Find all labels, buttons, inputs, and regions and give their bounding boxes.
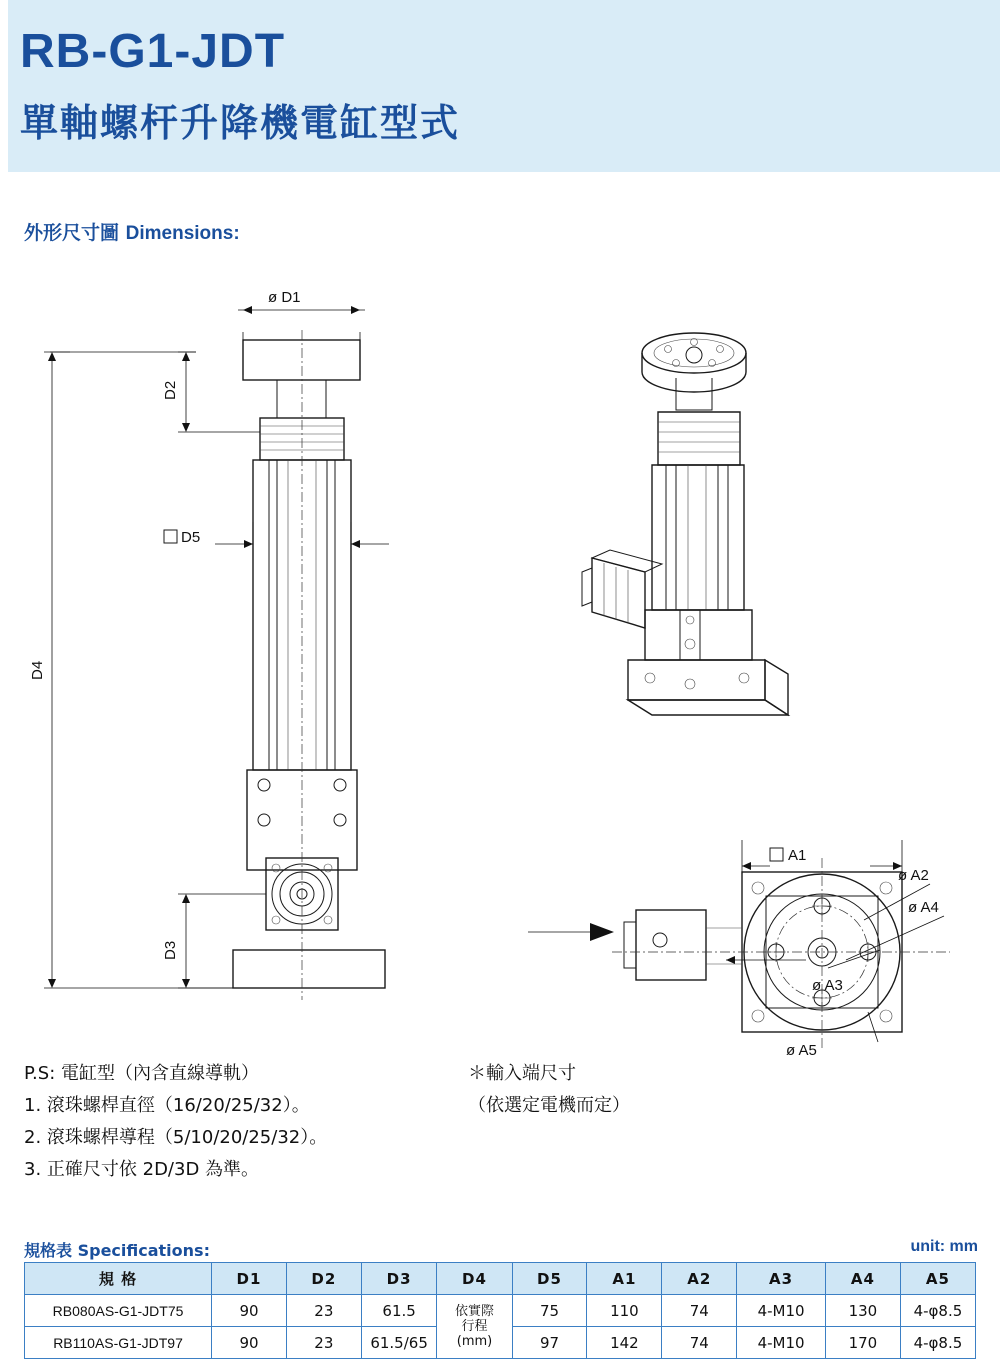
view-direction-arrow xyxy=(528,923,614,941)
cell-d5-1: 75 xyxy=(512,1295,587,1327)
th-a1: A1 xyxy=(587,1263,662,1295)
cell-a1-2: 142 xyxy=(587,1327,662,1359)
input-note-1: ＊輸入端尺寸 xyxy=(468,1063,576,1084)
table-row xyxy=(25,1295,976,1327)
spec-unit: unit: mm xyxy=(910,1238,978,1255)
label-a2: ø A2 xyxy=(898,867,929,884)
label-d4: D4 xyxy=(29,660,46,680)
table-header-row xyxy=(25,1263,976,1295)
th-d5: D5 xyxy=(512,1263,587,1295)
cell-a2-1: 74 xyxy=(662,1295,737,1327)
note-3: 3. 正確尺寸依 2D/3D 為準。 xyxy=(24,1159,260,1180)
cell-d4-merged xyxy=(437,1295,512,1359)
label-a3: ø A3 xyxy=(812,977,843,994)
cell-d4-line2: 行程 xyxy=(461,1319,488,1334)
page-title: RB-G1-JDT xyxy=(20,25,286,78)
label-d2: D2 xyxy=(162,380,179,400)
cell-a1-1: 110 xyxy=(587,1295,662,1327)
cell-d2-2: 23 xyxy=(286,1327,361,1359)
cell-a5-1: 4-φ8.5 xyxy=(900,1295,975,1327)
th-a5: A5 xyxy=(900,1263,975,1295)
front-view-drawing xyxy=(233,330,385,1000)
label-a5: ø A5 xyxy=(786,1042,817,1059)
cell-d3-2: 61.5/65 xyxy=(361,1327,437,1359)
th-d3: D3 xyxy=(361,1263,437,1295)
th-spec: 規 格 xyxy=(25,1263,212,1295)
cell-a5-2: 4-φ8.5 xyxy=(900,1327,975,1359)
cell-a2-2: 74 xyxy=(662,1327,737,1359)
spec-heading xyxy=(24,1238,210,1261)
cell-a4-1: 130 xyxy=(825,1295,900,1327)
th-d2: D2 xyxy=(286,1263,361,1295)
cell-d2-1: 23 xyxy=(286,1295,361,1327)
note-ps: P.S: 電缸型（內含直線導軌） xyxy=(24,1063,259,1084)
dimensions-heading-en: Dimensions: xyxy=(125,223,240,244)
dim-d1 xyxy=(238,289,365,375)
th-d4: D4 xyxy=(437,1263,512,1295)
cell-d5-2: 97 xyxy=(512,1327,587,1359)
note-1: 1. 滾珠螺桿直徑（16/20/25/32）。 xyxy=(24,1095,310,1116)
notes-block xyxy=(24,1058,327,1186)
dimension-drawings xyxy=(0,260,1000,1059)
spec-heading-en: Specifications: xyxy=(77,1241,210,1260)
note-2: 2. 滾珠螺桿導程（5/10/20/25/32）。 xyxy=(24,1127,328,1148)
th-d1: D1 xyxy=(212,1263,287,1295)
input-end-note xyxy=(468,1058,630,1122)
dimensions-heading xyxy=(24,218,240,245)
label-d5: D5 xyxy=(181,529,201,546)
dimensions-heading-zh: 外形尺寸圖 xyxy=(24,222,120,244)
label-a4: ø A4 xyxy=(908,899,939,916)
specifications-table xyxy=(24,1262,976,1359)
cell-a4-2: 170 xyxy=(825,1327,900,1359)
cell-model-1: RB080AS-G1-JDT75 xyxy=(25,1295,212,1327)
cell-d4-line1: 依實際 xyxy=(454,1304,494,1319)
dim-d2 xyxy=(50,352,260,432)
cell-d1-2: 90 xyxy=(212,1327,287,1359)
label-a1: A1 xyxy=(788,847,807,864)
plan-view-drawing xyxy=(612,840,950,1059)
technical-drawing-svg xyxy=(0,260,1000,1059)
cell-a3-1: 4-M10 xyxy=(737,1295,826,1327)
input-note-2: （依選定電機而定） xyxy=(468,1095,630,1116)
spec-heading-zh: 規格表 xyxy=(24,1241,73,1260)
th-a3: A3 xyxy=(737,1263,826,1295)
label-d3: D3 xyxy=(162,940,179,960)
th-a4: A4 xyxy=(825,1263,900,1295)
cell-d3-1: 61.5 xyxy=(361,1295,437,1327)
label-d1: ø D1 xyxy=(268,289,301,306)
dim-d3 xyxy=(162,894,266,988)
cell-d4-line3: (mm) xyxy=(456,1334,493,1349)
dim-d4 xyxy=(29,352,233,988)
cell-a3-2: 4-M10 xyxy=(737,1327,826,1359)
isometric-view-drawing xyxy=(582,333,788,715)
page-subtitle: 單軸螺杆升降機電缸型式 xyxy=(20,101,461,145)
page-header xyxy=(0,0,1000,172)
th-a2: A2 xyxy=(662,1263,737,1295)
cell-d1-1: 90 xyxy=(212,1295,287,1327)
cell-model-2: RB110AS-G1-JDT97 xyxy=(25,1327,212,1359)
header-left-margin xyxy=(0,0,8,172)
